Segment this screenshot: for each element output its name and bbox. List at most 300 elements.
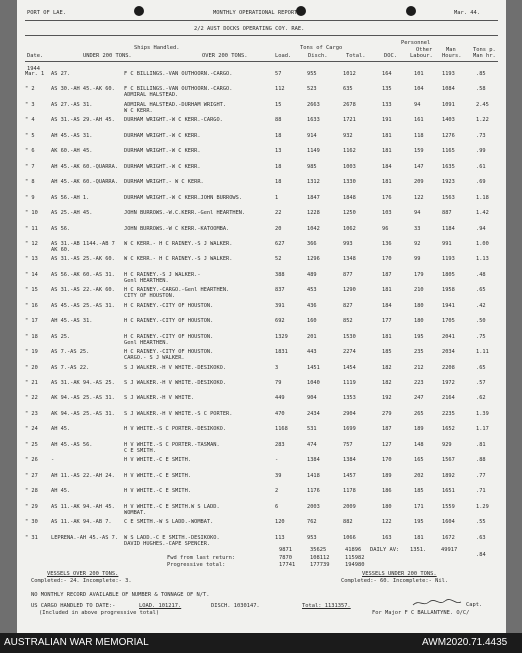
fwd-total: 115982 [345,555,365,561]
row-over-200: DURHAM WRIGHT.- W C KERR. [124,179,204,186]
row-over-200: DURHAM WRIGHT.-W C KERR.JOHN BURROWS. [124,194,242,201]
row-doc: 96 [382,225,389,232]
row-other-labour: 165 [414,457,424,464]
row-doc: 181 [382,148,392,155]
row-disch: 523 [307,86,317,93]
row-disch: 914 [307,132,317,139]
row-date: " 21 [25,380,38,386]
row-over-200: ADMIRAL HALSTEAD.-DURHAM WRIGHT. [124,101,227,108]
row-over-200-cont: C E SMITH. [124,447,156,454]
row-disch: 160 [307,318,317,325]
row-over-200: H C RAINEY.-S J WALKER.- [124,271,201,278]
row-date: " 18 [25,333,38,340]
row-disch: 2434 [307,410,320,417]
us-cargo-label: US CARGO HANDLED TO DATE:- [31,603,116,609]
row-tons-per-man-hr: .88 [476,457,486,464]
row-doc: 133 [382,101,392,108]
row-doc: 184 [382,302,392,309]
row-total: 1353 [343,395,356,402]
load-header: Load. [275,53,292,59]
row-load: 113 [275,534,285,541]
row-tons-per-man-hr: .81 [476,441,486,448]
row-under-200: AS 56.-AK 60.-AS 31. [51,271,115,278]
row-under-200: AS 11.-AK 94.-AH 45. [51,503,115,510]
row-doc: 181 [382,333,392,340]
row-total: 1062 [343,225,356,232]
row-other-labour: 179 [414,271,424,278]
row-disch: 953 [307,534,317,541]
row-tons-per-man-hr: .65 [476,287,486,294]
row-total: 852 [343,318,353,325]
total-header: Total. [346,53,366,59]
vessels-over-heading: VESSELS OVER 200 TONS. [47,571,119,577]
row-other-labour: 185 [414,488,424,495]
fwd-load: 7870 [279,555,292,561]
row-disch: 955 [307,71,317,77]
row-disch: 443 [307,349,317,356]
row-doc: 184 [382,163,392,170]
row-under-200: AS 7.-AS 22. [51,364,90,371]
row-under-200: AS 11.-AK 94.-AB 7. [51,519,112,526]
date-header: Date. [27,53,44,59]
archive-name: AUSTRALIAN WAR MEMORIAL [4,637,149,648]
row-total: 757 [343,441,353,448]
row-load: 2 [275,488,279,495]
row-total: 1119 [343,380,356,386]
row-date: " 2 [25,86,35,93]
punch-hole [406,6,416,16]
row-disch: 453 [307,287,317,294]
row-over-200: S J WALKER.-H V WHITE.-DESIKOKO. [124,380,227,386]
unit-name: 2/2 AUST DOCKS OPERATING COY. RAE. [194,26,305,32]
row-date: " 8 [25,179,35,186]
row-disch: 1149 [307,148,320,155]
row-doc: 181 [382,179,392,186]
row-tons-per-man-hr: .69 [476,179,486,186]
row-tons-per-man-hr: 1.17 [476,426,489,433]
row-total: 1699 [343,426,356,433]
row-over-200-cont: Genl HEARTHEN. [124,339,169,346]
us-cargo-load: LOAD. 101217. [139,603,182,609]
row-other-labour: 189 [414,426,424,433]
row-date: " 27 [25,472,38,479]
row-under-200: AH 45.-AS 31. [51,132,93,139]
row-other-labour: 247 [414,395,424,402]
row-man-hours: 1972 [442,380,455,386]
row-disch: 1040 [307,380,320,386]
row-man-hours: 1652 [442,426,455,433]
row-disch: 489 [307,271,317,278]
row-disch: 1042 [307,225,320,232]
row-load: 15 [275,101,282,108]
man-header: Man [446,47,456,53]
row-doc: 192 [382,395,392,402]
row-over-200: W C KERR.- H C RAINEY.-S J WALKER. [124,240,233,247]
row-over-200: S J WALKER.-H V WHITE.-DESIKOKO. [124,364,227,371]
row-man-hours: 1805 [442,271,455,278]
row-load: 283 [275,441,285,448]
row-tons-per-man-hr: 1.39 [476,410,489,417]
row-man-hours: 1184 [442,225,455,232]
row-doc: 177 [382,318,392,325]
row-tons-per-man-hr: .62 [476,395,486,402]
row-over-200: W C KERR.- H C RAINEY.-S J WALKER. [124,256,233,263]
row-other-labour: 122 [414,194,424,201]
row-load: 39 [275,472,282,479]
row-under-200: AS 31.-AB 1144.-AB 7 [51,240,115,247]
row-over-200: H V WHITE.-S C PORTER.-DESIKOKO. [124,426,227,433]
row-disch: 531 [307,426,317,433]
row-under-200: AS 27.-AS 31. [51,101,93,108]
row-under-200: AK 60.-AH 45. [51,148,93,155]
prog-total: 194980 [345,562,365,568]
row-load: 1329 [275,333,288,340]
archive-ref: AWM2020.71.4435 [422,637,508,648]
row-date: " 7 [25,163,35,170]
row-load: 18 [275,179,282,186]
row-date: " 6 [25,148,35,155]
row-doc: 176 [382,194,392,201]
row-load: 388 [275,271,285,278]
row-load: 1168 [275,426,288,433]
row-other-labour: 235 [414,349,424,356]
row-doc: 186 [382,488,392,495]
row-load: 79 [275,380,282,386]
row-load: 88 [275,117,282,124]
row-load: 120 [275,519,285,526]
row-doc: 191 [382,117,392,124]
row-man-hours: 1567 [442,457,455,464]
row-man-hours: 1193 [442,71,455,77]
row-over-200: H V WHITE.-S C PORTER.-TASMAN. [124,441,220,448]
row-man-hours: 1091 [442,101,455,108]
row-under-200: AH 45.-AS 56. [51,441,93,448]
row-date: " 29 [25,503,38,510]
us-cargo-total: Total: 1131357. [302,603,351,609]
row-load: 13 [275,148,282,155]
row-over-200: JOHN BURROWS.-W.C.KERR.-Genl HEARTHEN. [124,210,246,217]
row-over-200: H C RAINEY.-CARGO.-Genl HEARTHEN. [124,287,230,294]
row-date: " 14 [25,271,38,278]
row-tons-per-man-hr: 2.45 [476,101,489,108]
personnel-header: Personnel [401,40,431,46]
row-other-labour: 195 [414,519,424,526]
row-load: 1 [275,194,279,201]
row-load: 20 [275,225,282,232]
row-man-hours: 1923 [442,179,455,186]
row-date: " 26 [25,457,38,464]
fwd-label: Fwd from last return: [167,555,236,561]
row-disch: 1633 [307,117,320,124]
row-other-labour: 180 [414,302,424,309]
avg-tons-per-man-hr: .84 [476,552,486,558]
row-over-200: DURHAM WRIGHT.-W C KERR. [124,132,201,139]
row-date: " 9 [25,194,35,201]
row-total: 877 [343,271,353,278]
row-under-200: AS 45.-AS 25.-AS 31. [51,302,115,309]
row-tons-per-man-hr: .65 [476,364,486,371]
row-under-200: AH 11.-AS 22.-AH 24. [51,472,115,479]
row-total: 1848 [343,194,356,201]
row-total: 1457 [343,472,356,479]
row-other-labour: 223 [414,380,424,386]
row-other-labour: 101 [414,71,424,77]
row-disch: 2663 [307,101,320,108]
row-date: " 12 [25,240,38,247]
row-under-200: AH 45.-AS 31. [51,318,93,325]
row-disch: 436 [307,302,317,309]
row-over-200: H V WHITE.-C E SMITH. [124,457,191,464]
disch-header: Disch. [308,53,328,59]
row-over-200: H C RAINEY.-CITY OF HOUSTON. [124,318,214,325]
row-total: 1721 [343,117,356,124]
vessels-over-counts: Completed:- 24. Incomplete:- 3. [31,578,132,584]
row-man-hours: 1705 [442,318,455,325]
row-man-hours: 1165 [442,148,455,155]
row-man-hours: 1892 [442,472,455,479]
row-other-labour: 171 [414,503,424,510]
row-man-hours: 2034 [442,349,455,356]
row-date: " 10 [25,210,38,217]
row-over-200-cont: Genl HEARTHEN. [124,277,169,284]
row-doc: 103 [382,210,392,217]
row-other-labour: 118 [414,132,424,139]
row-tons-per-man-hr: .57 [476,380,486,386]
row-total: 1162 [343,148,356,155]
row-over-200: F C BILLINGS.-VAN OUTHOORN.-CARGO. [124,86,233,93]
row-tons-per-man-hr: 1.42 [476,210,489,217]
row-date: Mar. 1 [25,71,45,77]
row-other-labour: 161 [414,117,424,124]
row-other-labour: 210 [414,287,424,294]
hours-header: Hours. [442,53,462,59]
row-date: " 5 [25,132,35,139]
row-load: 692 [275,318,285,325]
row-man-hours: 1672 [442,534,455,541]
row-man-hours: 887 [442,210,452,217]
row-doc: 187 [382,426,392,433]
row-over-200-cont: CARGO.- S J WALKER. [124,355,185,362]
row-over-200: DURHAM WRIGHT.-W C KERR.-CARGO. [124,117,223,124]
row-doc: 182 [382,364,392,371]
row-other-labour: 180 [414,318,424,325]
rule [25,20,498,21]
row-disch: 1296 [307,256,320,263]
prog-label: Progressive total: [167,562,226,568]
archive-footer [0,633,522,653]
row-tons-per-man-hr: .77 [476,472,486,479]
row-tons-per-man-hr: 1.22 [476,117,489,124]
row-other-labour: 92 [414,240,421,247]
row-other-labour: 94 [414,210,421,217]
note-no-record: NO MONTHLY RECORD AVAILABLE OF NUMBER & TONNAGE OF N/T. [31,592,210,598]
row-total: 1066 [343,534,356,541]
row-over-200-cont: DAVID HUGHES.-CAPE SPENCER. [124,540,211,547]
row-man-hours: 1635 [442,163,455,170]
row-date: " 30 [25,519,38,526]
row-date: " 11 [25,225,38,232]
row-under-200: AS 27. [51,71,71,77]
row-doc: 136 [382,240,392,247]
prog-disch: 177739 [310,562,330,568]
row-man-hours: 991 [442,240,452,247]
other-header: Other [416,47,433,53]
row-man-hours: 1193 [442,256,455,263]
row-tons-per-man-hr: .50 [476,318,486,325]
sum-man-hours: 49917 [441,547,458,553]
vessels-under-heading: VESSELS UNDER 200 TONS. [362,571,437,577]
row-total: 1178 [343,488,356,495]
row-load: 57 [275,71,282,77]
row-under-200: AS 25.-AH 45. [51,210,93,217]
row-over-200: H C RAINEY.-CITY OF HOUSTON. [124,302,214,309]
row-under-200: AS 7.-AS 25. [51,349,90,356]
row-man-hours: 1276 [442,132,455,139]
row-load: 470 [275,410,285,417]
row-under-200: - [51,457,55,464]
row-other-labour: 159 [414,148,424,155]
ships-handled-header: Ships Handled. [134,45,180,51]
row-disch: 762 [307,519,317,526]
report-month: Mar. 44. [454,10,480,16]
row-doc: 170 [382,256,392,263]
row-doc: 180 [382,503,392,510]
row-under-200: LEPRENA.-AH 45.-AS 7. [51,534,118,541]
row-doc: 185 [382,349,392,356]
row-over-200: S J WALKER.-H V WHITE.-S C PORTER. [124,410,233,417]
row-date: " 16 [25,302,38,309]
signature-capt: Capt. [466,602,483,608]
row-tons-per-man-hr: 1.29 [476,503,489,510]
rule [25,61,498,62]
row-date: " 31 [25,534,38,541]
row-tons-per-man-hr: .94 [476,225,486,232]
tons-of-cargo-header: Tons of Cargo [300,45,343,51]
row-man-hours: 1604 [442,519,455,526]
row-under-200: AH 45. [51,426,71,433]
row-total: 1250 [343,210,356,217]
row-over-200: H V WHITE.-C E SMITH. [124,472,191,479]
row-date: " 23 [25,410,38,417]
row-other-labour: 104 [414,86,424,93]
row-man-hours: 2235 [442,410,455,417]
row-over-200: DURHAM WRIGHT.-W C KERR. [124,163,201,170]
row-man-hours: 1403 [442,117,455,124]
row-under-200: AH 45.-AK 60.-QUARRA. [51,163,118,170]
row-over-200: F C BILLINGS.-VAN OUTHOORN.-CARGO. [124,71,233,77]
row-other-labour: 195 [414,333,424,340]
row-total: 1530 [343,333,356,340]
row-disch: 1228 [307,210,320,217]
row-tons-per-man-hr: 1.18 [476,194,489,201]
row-over-200-cont: WOMBAT. [124,509,147,516]
row-man-hours: 2208 [442,364,455,371]
row-total: 2678 [343,101,356,108]
row-under-200: AK 94.-AS 25.-AS 31. [51,410,115,417]
row-over-200: H C RAINEY.-CITY OF HOUSTON. [124,333,214,340]
row-over-200: W S LADD.-C E SMITH.-DESIKOKO. [124,534,220,541]
row-total: 1003 [343,163,356,170]
row-doc: 163 [382,534,392,541]
row-disch: 1312 [307,179,320,186]
row-date: " 22 [25,395,38,402]
row-total: 2009 [343,503,356,510]
sum-disch: 35625 [310,547,327,553]
row-doc: 181 [382,287,392,294]
prog-load: 17741 [279,562,296,568]
row-date: " 19 [25,349,38,356]
under-header: UNDER 200 TONS. [83,53,132,59]
row-load: - [275,457,279,464]
row-date: " 13 [25,256,38,263]
row-total: 635 [343,86,353,93]
row-load: 22 [275,210,282,217]
report-title: MONTHLY OPERATIONAL REPORT. [213,10,301,16]
row-date: " 25 [25,441,38,448]
row-other-labour: 33 [414,225,421,232]
signature-for: For Major F C BALLANTYNE. O/C/ [372,610,470,616]
row-man-hours: 1559 [442,503,455,510]
row-disch: 2003 [307,503,320,510]
row-other-labour: 209 [414,179,424,186]
row-load: 3 [275,364,279,371]
row-total: 2904 [343,410,356,417]
row-date: " 28 [25,488,38,495]
row-load: 627 [275,240,285,247]
row-under-200: AK 94.-AS 25.-AS 31. [51,395,115,402]
row-man-hours: 1563 [442,194,455,201]
row-disch: 985 [307,163,317,170]
row-other-labour: 265 [414,410,424,417]
sum-doc: 1351. [410,547,427,553]
row-date: " 17 [25,318,38,325]
row-other-labour: 148 [414,441,424,448]
us-cargo-disch: DISCH. 1030147. [211,603,260,609]
row-doc: 187 [382,271,392,278]
row-man-hours: 1651 [442,488,455,495]
row-load: 52 [275,256,282,263]
row-doc: 164 [382,71,392,77]
row-tons-per-man-hr: .58 [476,86,486,93]
row-over-200: H V WHITE.-C E SMITH.W S LADD. [124,503,220,510]
row-load: 837 [275,287,285,294]
row-tons-per-man-hr: .55 [476,519,486,526]
row-doc: 279 [382,410,392,417]
row-disch: 1451 [307,364,320,371]
port-name: PORT OF LAE. [27,10,66,16]
us-cargo-note: (Included in above progressive total) [39,610,160,616]
daily-avge-label: DAILY AV: [370,547,400,553]
row-tons-per-man-hr: 1.13 [476,256,489,263]
year-label: 1944 [27,66,40,72]
row-total: 1290 [343,287,356,294]
row-doc: 182 [382,380,392,386]
tons-p-header: Tons p. [473,47,496,53]
sum-total: 41896 [345,547,362,553]
row-other-labour: 212 [414,364,424,371]
row-total: 827 [343,302,353,309]
row-under-200: AS 31.-AK 94.-AS 25. [51,380,115,386]
row-under-200-cont: AK 60. [51,246,71,253]
row-man-hours: 1958 [442,287,455,294]
row-total: 1454 [343,364,356,371]
row-under-200: AS 56. [51,225,71,232]
row-doc: 181 [382,132,392,139]
sum-load: 9871 [279,547,292,553]
row-man-hours: 2164 [442,395,455,402]
row-over-200: H C RAINEY.-CITY OF HOUSTON. [124,349,214,356]
row-disch: 904 [307,395,317,402]
